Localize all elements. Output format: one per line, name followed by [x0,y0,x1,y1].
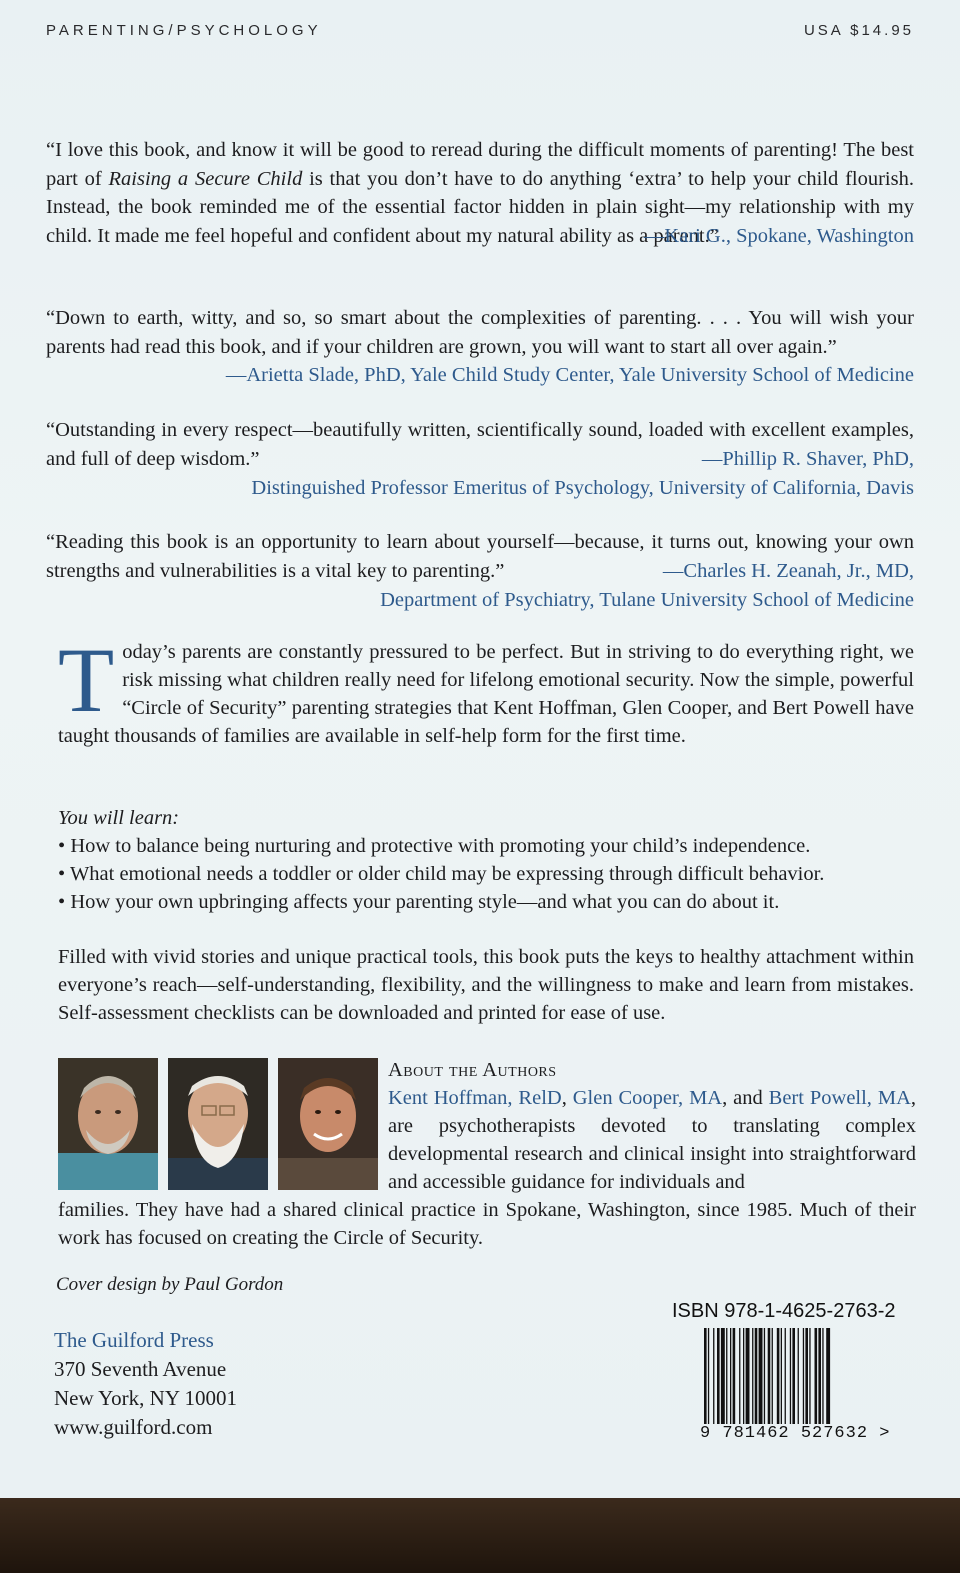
barcode-bar [790,1328,791,1424]
barcode-bar [781,1328,782,1424]
learning-heading: You will learn: [58,807,180,829]
quote-text: is that you don’t have to do anything ‘extra’ to help your child flourish. Instead, the book reminded me of the essential factor hidden in plain sight—my relationship with my child. It made me feel hopeful and confident about my natural ability as a parent.” [46,167,914,247]
quote-attribution: —Charles H. Zeanah, Jr., MD, [662,560,914,582]
quote-text: “Down to earth, witty, and so, so smart about the complexities of parenting. . . . You will wish your parents had read this book, and if your children are grown, you will want to start all over again.” [46,307,914,358]
publisher-name: The Guilford Press [54,1328,214,1352]
barcode-bar [803,1328,804,1424]
drop-cap: T [58,629,115,731]
barcode-bar [822,1328,823,1424]
about-authors-heading: About the Authors [388,1059,557,1081]
category-label: PARENTING/PSYCHOLOGY [46,22,322,39]
isbn-label: ISBN 978-1-4625-2763-2 [672,1300,896,1322]
quote-text: “Outstanding in every respect—beautifully written, scientifically sound, loaded with excellent examples, and full of deep wisdom.” [46,419,914,470]
publisher-block [54,1326,237,1442]
barcode-bar [826,1328,830,1424]
barcode-bar [772,1328,773,1424]
quote-text: “Reading this book is an opportunity to learn about yourself—because, it turns out, knowing your own strengths and vulnerabilities is a vital key to parenting.” [46,531,914,582]
barcode-bar [764,1328,765,1424]
learning-list [58,804,918,916]
author-bio-continued: families. They have had a shared clinical practice in Spokane, Washington, since 1985. Much of their work has focused on creating the Circle of Security. [58,1199,916,1249]
barcode-bar [743,1328,744,1424]
price-label: USA $14.95 [803,22,914,39]
barcode-bar [755,1328,758,1424]
barcode-bar [785,1328,786,1424]
barcode-bar [726,1328,727,1424]
barcode-bar [717,1328,720,1424]
barcode-bar [730,1328,731,1424]
barcode-bar [746,1328,750,1424]
author-bio: , are psychotherapists devoted to translating complex developmental research and clinical insight into straightforward and accessible guidance for individuals and [388,1087,916,1193]
barcode-bar [721,1328,725,1424]
quote-attribution: —Arietta Slade, PhD, Yale Child Study Center, Yale University School of Medicine [225,364,914,386]
learning-item: • What emotional needs a toddler or older child may be expressing through difficult behavior. [58,860,918,888]
separator: , [561,1087,573,1109]
publisher-address-line: New York, NY 10001 [54,1386,237,1410]
barcode-bar [713,1328,714,1424]
author-name: Bert Powell, MA [768,1087,911,1109]
barcode-bar [739,1328,740,1424]
publisher-website: www.guilford.com [54,1415,213,1439]
barcode-bar [733,1328,736,1424]
barcode-bar [759,1328,763,1424]
author-name: Glen Cooper, MA [572,1087,723,1109]
book-title: Raising a Secure Child [108,167,303,190]
barcode-bar [708,1328,709,1424]
quote-attribution-affiliation: Department of Psychiatry, Tulane University School of Medicine [380,588,914,611]
barcode-bar [805,1328,808,1424]
barcode-bar [752,1328,753,1424]
barcode-bar [768,1328,771,1424]
publisher-address-line: 370 Seventh Avenue [54,1357,227,1381]
barcode-bar [809,1328,810,1424]
barcode-bar [704,1328,707,1424]
quote-attribution: —Phillip R. Shaver, PhD, [701,448,914,470]
quote-text: “I love this book, and know it will be good to reread during the difficult moments of parenting! The best part of [46,139,914,190]
book-description [58,629,914,750]
barcode-bar [818,1328,821,1424]
barcode-bar [815,1328,818,1424]
barcode-bar [792,1328,795,1424]
barcode-digits: 9 781462 527632 > [700,1424,891,1443]
author-photo-1 [58,1058,158,1190]
praise-quote-3 [46,416,914,502]
about-authors [388,1056,916,1196]
praise-quote-2 [46,304,914,390]
praise-quote-4 [46,528,914,614]
quote-attribution-affiliation: Distinguished Professor Emeritus of Psychology, University of California, Davis [251,476,914,499]
author-name: Kent Hoffman, RelD [388,1087,562,1109]
author-photo-3 [278,1058,378,1190]
praise-quote-1 [46,136,914,251]
closing-paragraph: Filled with vivid stories and unique practical tools, this book puts the keys to healthy attachment within everyone’s reach—self-understanding, flexibility, and the willingness to make and learn from mistakes. Self-assessment checklists can be downloaded and printed for ease of use. [58,946,914,1024]
barcode [700,1328,914,1428]
learning-item: • How your own upbringing affects your parenting style—and what you can do about it. [58,888,918,916]
table-surface [0,1498,960,1573]
author-photo-2 [168,1058,268,1190]
barcode-bar [777,1328,780,1424]
quote-attribution: —Kari G., Spokane, Washington [643,225,914,247]
description-text: oday’s parents are constantly pressured to be perfect. But in striving to do everything right, we risk missing what children really need for lifelong emotional security. Now the simple, powerful “Circle of Security” parenting strategies that Kent Hoffman, Glen Cooper, and Bert Powell have taught thousands of families are available in self-help form for the first time. [58,641,914,747]
separator: , and [722,1087,769,1109]
barcode-bar [798,1328,799,1424]
cover-design-credit: Cover design by Paul Gordon [56,1274,284,1295]
learning-item: • How to balance being nurturing and protective with promoting your child’s independence. [58,832,918,860]
